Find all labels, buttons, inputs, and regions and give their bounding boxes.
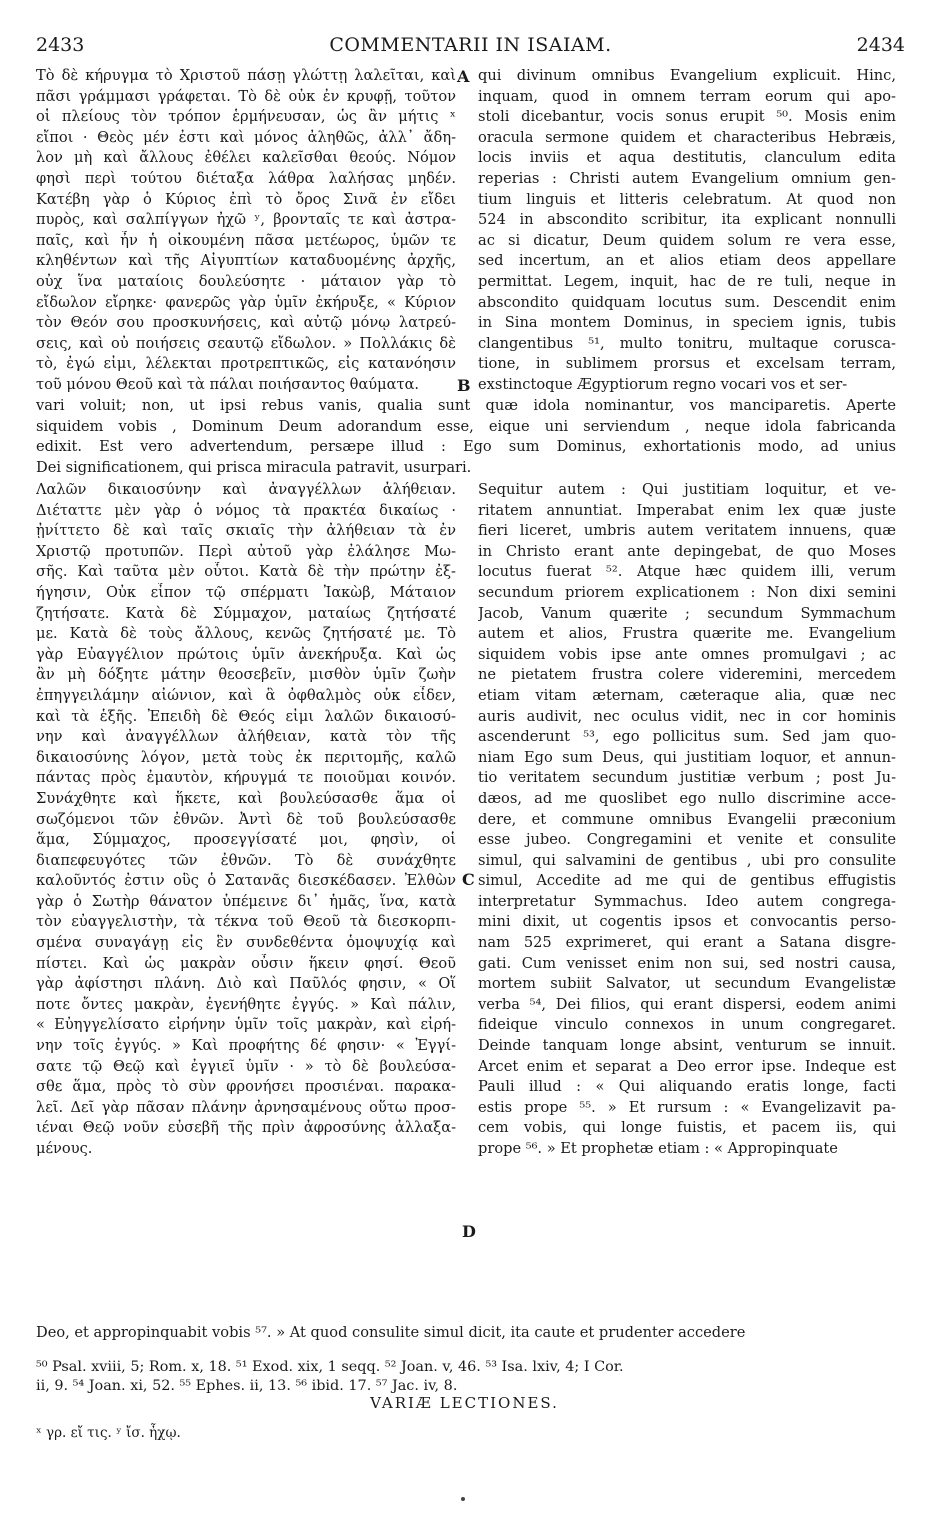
latin-text-line: gati. Cum venisset enim non sui, sed nostri causa, — [478, 954, 896, 972]
variae-lectiones-title: VARIÆ LECTIONES. — [370, 1394, 559, 1412]
greek-column-bottom — [36, 480, 456, 1160]
latin-text-line: prope ⁵⁶. » Et prophetæ etiam : « Appropinquate — [478, 1140, 838, 1157]
full-width-text-line: siquidem vobis , Dominum Deum adorandum esse, eique uni serviendum , neque idola fabricanda — [36, 417, 896, 435]
latin-text-line: dæos, ad me quoslibet ego nullo discrimine acce- — [478, 789, 896, 807]
latin-text-line: stoli dicebantur, vocis sonus erupit ⁵⁰. Mosis enim — [478, 108, 896, 126]
greek-text-line: σῆς. Καὶ ταῦτα μὲν οὗτοι. Κατὰ δὲ τὴν πρώτην ἐξ- — [36, 563, 456, 581]
greek-text-line: Τὸ δὲ κήρυγμα τὸ Χριστοῦ πάσῃ γλώττῃ λαλεῖται, καὶ — [36, 67, 456, 84]
greek-text-line: διαπεφευγότες τῶν ἐθνῶν. Τὸ δὲ συνάχθητε — [36, 851, 456, 869]
margin-marker-d: D — [462, 1222, 476, 1241]
latin-text-line: fideique vinculo connexos in unum congregaret. — [478, 1016, 896, 1034]
greek-text-line: ήγησιν, Οὐκ εἶπον τῷ σπέρματι Ἰακὼβ, Μάταιον — [36, 583, 456, 601]
latin-text-line: mini dixit, ut cogentis ipsos et convocantis perso- — [478, 913, 896, 931]
greek-text-line: ἅμα, Σύμμαχος, προσεγγίσατέ μοι, φησὶν, οἱ — [36, 831, 456, 849]
latin-text-line: etiam vitam æternam, cæteraque alia, quæ nec — [478, 686, 896, 704]
greek-text-line: σατε τῷ Θεῷ καὶ ἐγγιεῖ ὑμῖν · » τὸ δὲ βουλεύσα- — [36, 1057, 456, 1075]
footnote-line: ii, 9. ⁵⁴ Joan. xi, 52. ⁵⁵ Ephes. ii, 13. ⁵⁶ ibid. 17. ⁵⁷ Jac. iv, 8. — [36, 1378, 458, 1394]
greek-text-line: Λαλῶν δικαιοσύνην καὶ ἀναγγέλλων ἀλήθειαν. — [36, 481, 456, 498]
greek-text-line: καλοῦντός ἐστιν οὓς ὁ Σατανᾶς διεσκέδασεν. Ἐλθὼν — [36, 872, 456, 890]
greek-text-line: εἴδωλον εἴρηκε· φανερῶς γὰρ ὑμῖν ἐκήρυξε, « Κύριον — [36, 293, 456, 311]
latin-text-line: dere, et commune omnibus Evangelii præconium — [478, 810, 896, 828]
latin-text-line: oracula sermone quidem et characteribus Hebræis, — [478, 128, 896, 146]
greek-text-line: καὶ τὰ ἑξῆς. Ἐπειδὴ δὲ Θεός εἰμι λαλῶν δικαιοσύ- — [36, 707, 456, 725]
full-width-text-line: edixit. Est vero advertendum, persæpe illud : Ego sum Dominus, exhortationis modo, ad unius — [36, 438, 896, 456]
ink-dot — [461, 1497, 465, 1501]
greek-text-line: πᾶσι γράμμασι γράφεται. Τὸ δὲ οὐκ ἐν κρυφῇ, τοῦτον — [36, 87, 456, 105]
latin-text-line: auris audivit, nec oculus vidit, nec in cor hominis — [478, 707, 896, 725]
greek-text-line: δικαιοσύνης λόγον, μετὰ τοὺς ἐκ περιτομῆς, καλῶ — [36, 748, 456, 766]
latin-text-line: mortem subiit Salvator, ut secundum Evangelistæ — [478, 975, 896, 993]
full-width-text-line: Deo, et appropinquabit vobis ⁵⁷. » At quod consulite simul dicit, ita caute et prudenter accedere — [36, 1324, 746, 1341]
greek-text-line: με. Κατὰ δὲ τοὺς ἄλλους, κενῶς ζητήσατέ με. Τὸ — [36, 625, 456, 643]
latin-text-line: Deinde tanquam longe absint, venturum se innuit. — [478, 1037, 896, 1055]
greek-column-top — [36, 66, 456, 396]
greek-text-line: τοῦ μόνου Θεοῦ καὶ τὰ πάλαι ποιήσαντος θαύματα. — [36, 375, 420, 393]
latin-text-line: simul, qui salvamini de gentibus , ubi pro consulite — [478, 851, 896, 869]
latin-text-line: exstinctoque Ægyptiorum regno vocari vos et ser- — [478, 375, 848, 393]
greek-text-line: οὐχ ἵνα ματαίοις δουλεύσητε · μάταιον γὰρ τὸ — [36, 272, 456, 290]
latin-text-line: tium linguis et litteris celebratum. At quod non — [478, 190, 896, 208]
latin-text-line: autem et alios, Frustra quærite me. Evangelium — [478, 625, 896, 643]
greek-text-line: Διέταττε μὲν γὰρ ὁ νόμος τὰ πρακτέα δικαίως · — [36, 501, 456, 519]
latin-text-line: estis prope ⁵⁵. » Et rursum : « Evangelizavit pa- — [478, 1098, 896, 1116]
greek-text-line: τὸν Θεόν σου προσκυνήσεις, καὶ αὐτῷ μόνῳ λατρεύ- — [36, 314, 456, 332]
greek-text-line: « Εὐηγγελίσατο εἰρήνην ὑμῖν τοῖς μακρὰν, καὶ εἰρή- — [36, 1016, 456, 1034]
greek-text-line: γὰρ ὁ Σωτὴρ θάνατον ὑπέμεινε δι᾽ ἡμᾶς, ἵνα, κατὰ — [36, 892, 456, 910]
latin-text-line: ac si dicatur, Deum quidem solum re vera esse, — [478, 231, 896, 249]
greek-text-line: Συνάχθητε καὶ ἥκετε, καὶ βουλεύσασθε ἅμα οἱ — [36, 789, 456, 807]
greek-text-line: ἂν μὴ δόξητε μάτην θεοσεβεῖν, μισθὸν ὑμῖν ζωὴν — [36, 666, 456, 684]
latin-text-line: Arcet enim et separat a Deo error ipse. Indeque est — [478, 1057, 896, 1075]
greek-text-line: κληθέντων καὶ τῆς Αἰγυπτίων καταδυομένης ἀρχῆς, — [36, 252, 456, 270]
greek-text-line: Κατέβη γὰρ ὁ Κύριος ἐπὶ τὸ ὄρος Σινᾶ ἐν εἴδει — [36, 190, 456, 208]
latin-text-line: nam 525 exprimeret, qui erant a Satana disgre- — [478, 934, 896, 952]
greek-text-line: ιέναι Θεῷ νοῦν εὐσεβῆ τῆς πρὶν ἀφροσύνης ἀλλαξα- — [36, 1119, 456, 1137]
latin-text-line: interpretatur Symmachus. Ideo autem congrega- — [478, 892, 896, 910]
latin-text-line: niam Ego sum Deus, qui justitiam loquor, et annun- — [478, 748, 896, 766]
greek-text-line: τὸ, ἐγώ εἰμι, λέλεκται προτρεπτικῶς, εἰς κατανόησιν — [36, 355, 456, 373]
greek-text-line: ᾐνίττετο δὲ καὶ ταῖς σκιαῖς τὴν ἀλήθειαν τὰ ἐν — [36, 522, 456, 540]
latin-text-line: ritatem annuntiat. Imperabat enim lex quæ juste — [478, 501, 896, 519]
greek-text-line: εἴποι · Θεὸς μέν ἐστι καὶ μόνος ἀληθῶς, ἀλλ᾽ ἄδη- — [36, 128, 456, 146]
latin-text-line: in Sina montem Dominus, in speciem ignis, tubis — [478, 314, 896, 332]
latin-text-line: locutus fuerat ⁵². Atque hæc quidem illi, verum — [478, 563, 896, 581]
full-width-text-line: Dei significationem, qui prisca miracula patravit, usurpari. — [36, 458, 472, 476]
latin-text-line: inquam, quod in omnem terram eorum qui apo- — [478, 87, 896, 105]
page-number-right: 2434 — [856, 34, 905, 56]
latin-text-line: ne pietatem frustra colere videremini, mercedem — [478, 666, 896, 684]
greek-text-line: πίστει. Καὶ ὡς μακρὰν οὖσιν ἥκειν φησί. Θεοῦ — [36, 954, 456, 972]
latin-text-line: in Christo erant ante depingebat, de quo Moses — [478, 542, 896, 560]
latin-column-bottom — [478, 480, 896, 1160]
latin-text-line: qui divinum omnibus Evangelium explicuit. Hinc, — [478, 67, 896, 84]
latin-text-line: secundum priorem explicationem : Non dixi semini — [478, 583, 896, 601]
latin-column-top — [478, 66, 896, 396]
latin-text-line: ascenderunt ⁵³, ego pollicitus sum. Sed jam quo- — [478, 728, 896, 746]
greek-text-line: νην καὶ ἀναγγέλλων ἀλήθειαν, κατὰ τὸν τῆς — [36, 728, 456, 746]
latin-text-line: clangentibus ⁵¹, multo tonitru, multaque corusca- — [478, 334, 896, 352]
latin-text-line: reperias : Christi autem Evangelium omnium gen- — [478, 169, 896, 187]
latin-text-line: permittat. Legem, inquit, hac de re tuli, neque in — [478, 272, 896, 290]
latin-text-line: tio veritatem secundum justitiæ verbum ; post Ju- — [478, 769, 896, 787]
greek-text-line: παῖς, καὶ ἦν ἡ οἰκουμένη πᾶσα μετέωρος, ὑμῶν τε — [36, 231, 456, 249]
footnotes — [36, 1358, 896, 1396]
greek-text-line: νην τοῖς ἐγγύς. » Καὶ προφήτης δέ φησιν· « Ἐγγί- — [36, 1037, 456, 1055]
greek-text-line: σωζόμενοι τῶν ἐθνῶν. Ἀντὶ δὲ τοῦ βουλεύσασθε — [36, 810, 456, 828]
latin-text-line: verba ⁵⁴, Dei filios, qui erant dispersi, eodem animi — [478, 995, 896, 1013]
variae-lectiones-text: ˣ γρ. εἴ τις. ʸ ἴσ. ἦχῳ. — [36, 1425, 181, 1441]
greek-text-line: πάντας πρὸς ἐμαυτὸν, κήρυγμά τε ποιοῦμαι κοινόν. — [36, 769, 456, 787]
greek-text-line: λον μὴ καὶ ἄλλους ἐθέλει καλεῖσθαι θεούς. Νόμον — [36, 149, 456, 167]
latin-text-line: 524 in abscondito scribitur, ita explicant nonnulli — [478, 211, 896, 229]
latin-text-line: locis inviis et aqua destitutis, clanculum edita — [478, 149, 896, 167]
footnote-line: ⁵⁰ Psal. xviii, 5; Rom. x, 18. ⁵¹ Exod. xix, 1 seqq. ⁵² Joan. v, 46. ⁵³ Isa. lxiv, 4; I Cor. — [36, 1359, 624, 1375]
full-width-text-line: vari voluit; non, ut ipsi rebus vanis, qualia sunt quæ idola nominantur, vos manciparetis. Aperte — [36, 397, 896, 414]
latin-text-line: fieri liceret, umbris autem veritatem innuens, quæ — [478, 522, 896, 540]
latin-text-line: tione, in sublimem prorsus et excelsam terram, — [478, 355, 896, 373]
greek-text-line: τὸν εὐαγγελιστὴν, τὰ τέκνα τοῦ Θεοῦ τὰ διεσκορπι- — [36, 913, 456, 931]
latin-text-line: Pauli illud : « Qui aliquando eratis longe, facti — [478, 1078, 896, 1096]
latin-text-line: Sequitur autem : Qui justitiam loquitur, et ve- — [478, 481, 896, 498]
full-width-paragraph-1 — [36, 396, 896, 478]
margin-marker-b: B — [457, 376, 471, 395]
latin-text-line: cem vobis, qui longe fuistis, et pacem iis, qui — [478, 1119, 896, 1137]
latin-text-line: esse jubeo. Congregamini et venite et consulite — [478, 831, 896, 849]
margin-marker-c: C — [462, 870, 475, 889]
greek-text-line: σμένα συναγάγῃ εἰς ἓν συνδεθέντα ὁμοψυχίᾳ καὶ — [36, 934, 456, 952]
greek-text-line: ἐπηγγειλάμην αἰώνιον, καὶ ἃ ὀφθαλμὸς οὐκ εἶδεν, — [36, 686, 456, 704]
greek-text-line: γὰρ Εὐαγγέλιον πρώτοις ὑμῖν ἀνεκήρυξα. Καὶ ὡς — [36, 645, 456, 663]
greek-text-line: σεις, καὶ οὐ ποιήσεις σεαυτῷ εἴδωλον. » Πολλάκις δὲ — [36, 334, 456, 352]
greek-text-line: οἱ πλείους τὸν τρόπον ἑρμήνευσαν, ὡς ἂν μήτις ˣ — [36, 108, 456, 126]
page-header — [36, 34, 905, 58]
latin-text-line: sed incertum, an et alios etiam deos appellare — [478, 252, 896, 270]
margin-marker-a: A — [457, 67, 470, 86]
greek-text-line: μένους. — [36, 1140, 93, 1157]
page-number-left: 2433 — [36, 34, 85, 56]
greek-text-line: φησὶ περὶ τούτου διέταξα λάθρα λαλήσας μηδέν. — [36, 169, 456, 187]
latin-text-line: abscondito quidquam locutus sum. Descendit enim — [478, 293, 896, 311]
latin-text-line: simul, Accedite ad me qui de gentibus effugistis — [478, 872, 896, 890]
greek-text-line: ζητήσατε. Κατὰ δὲ Σύμμαχον, ματαίως ζητήσατέ — [36, 604, 456, 622]
greek-text-line: σθε ἅμα, πρὸς τὸ σὺν φρονήσει προσιέναι. παρακα- — [36, 1078, 456, 1096]
greek-text-line: γὰρ ἀφίστησι πλάνη. Διὸ καὶ Παῦλός φησιν, « Οἵ — [36, 975, 456, 993]
full-width-paragraph-2 — [36, 1323, 896, 1344]
latin-text-line: siquidem vobis ipse ante omnes promulgavi ; ac — [478, 645, 896, 663]
greek-text-line: ποτε ὄντες μακρὰν, ἐγενήθητε ἐγγύς. » Καὶ πάλιν, — [36, 995, 456, 1013]
running-title: COMMENTARII IN ISAIAM. — [329, 34, 612, 56]
greek-text-line: λεῖ. Δεῖ γὰρ πᾶσαν πλάνην ἀρνησαμένους οὕτω προσ- — [36, 1098, 456, 1116]
greek-text-line: πυρὸς, καὶ σαλπίγγων ἠχῶ ʸ, βρονταῖς τε καὶ ἀστρα- — [36, 211, 456, 229]
greek-text-line: Χριστῷ προτυπῶν. Περὶ αὐτοῦ γὰρ ἐλάλησε Μω- — [36, 542, 456, 560]
latin-text-line: Jacob, Vanum quærite ; secundum Symmachum — [478, 604, 896, 622]
